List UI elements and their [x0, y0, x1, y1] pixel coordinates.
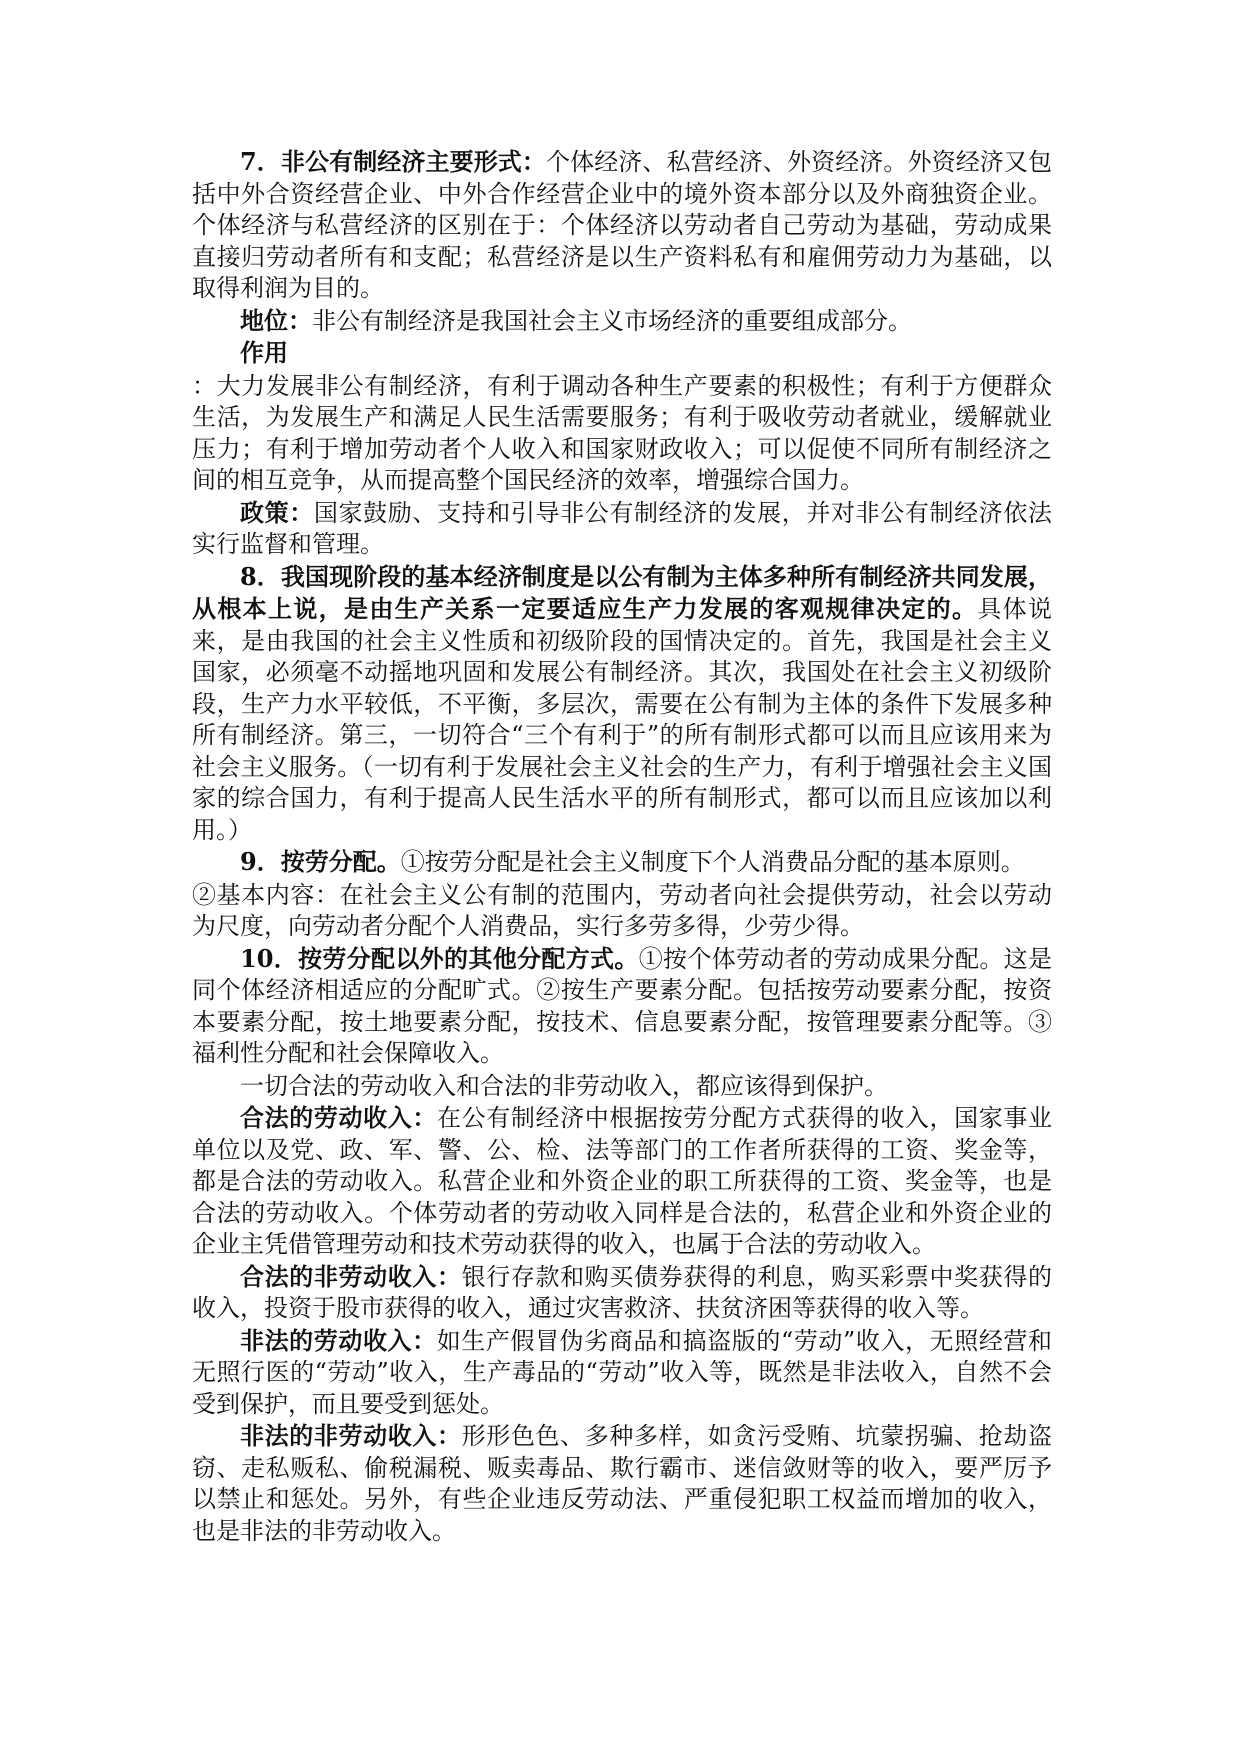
text-legal-non-labor-income: 银行存款和购买债券获得的利息，购买彩票中奖获得的收入，投资于股市获得的收入，通过灾害救济、扶贫济困等获得的收入等。: [192, 1262, 1052, 1322]
paragraph-legal-non-labor-income: [192, 1261, 1052, 1325]
paragraph-policy: [192, 497, 1052, 561]
paragraph-non-public-forms: [192, 146, 1052, 305]
paragraph-role-heading: [192, 337, 1052, 370]
heading-illegal-labor-income: 非法的劳动收入：: [240, 1325, 437, 1355]
text-role: ：大力发展非公有制经济，有利于调动各种生产要素的积极性；有利于方便群众生活，为发展生产和满足人民生活需要服务；有利于吸收劳动者就业，缓解就业压力；有利于增加劳动者个人收入和国家财政收入；可以促使不同所有制经济之间的相互竞争，从而提高整个国民经济的效率，增强综合国力。: [192, 371, 1052, 494]
heading-status: 地位：: [240, 305, 312, 335]
heading-distribution-by-work: 9．按劳分配。: [240, 847, 401, 876]
heading-legal-non-labor-income: 合法的非劳动收入：: [240, 1261, 462, 1291]
paragraph-distribution-by-work: [192, 846, 1052, 879]
text-legal-labor-income: 在公有制经济中根据按劳分配方式获得的收入，国家事业单位以及党、政、军、警、公、检、法等部门的工作者所获得的工资、奖金等，都是合法的劳动收入。私营企业和外资企业的职工所获得的工资、奖金等，也是合法的劳动收入。个体劳动者的劳动收入同样是合法的，私营企业和外资企业的企业主凭借管理劳动和技术劳动获得的收入，也属于合法的劳动收入。: [192, 1104, 1052, 1258]
paragraph-protection: [192, 1070, 1052, 1103]
paragraph-legal-labor-income: [192, 1102, 1052, 1261]
paragraph-other-distribution: [192, 943, 1052, 1070]
text-basic-system: 具体说来，是由我国的社会主义性质和初级阶段的国情决定的。首先，我国是社会主义国家，必须毫不动摇地巩固和发展公有制经济。其次，我国处在社会主义初级阶段，生产力水平较低，不平衡，多层次，需要在公有制为主体的条件下发展多种所有制经济。第三，一切符合“三个有利于”的所有制形式都可以而且应该用来为社会主义服务。（一切有利于发展社会主义社会的生产力，有利于增强社会主义国家的综合国力，有利于提高人民生活水平的所有制形式，都可以而且应该加以利用。）: [192, 595, 1053, 844]
document-page: [192, 146, 1052, 1547]
paragraph-status: [192, 305, 1052, 338]
paragraph-basic-system: [192, 561, 1052, 847]
heading-non-public-forms: 7．非公有制经济主要形式：: [240, 147, 546, 176]
paragraph-distribution-content: [192, 879, 1052, 943]
heading-policy: 政策：: [240, 497, 314, 527]
text-policy: 国家鼓励、支持和引导非公有制经济的发展，并对非公有制经济依法实行监督和管理。: [192, 498, 1052, 558]
heading-role: 作用: [240, 338, 288, 367]
text-illegal-labor-income: 如生产假冒伪劣商品和搞盗版的“劳动”收入，无照经营和无照行医的“劳动”收入，生产毒品的“劳动”收入等，既然是非法收入，自然不会受到保护，而且要受到惩处。: [192, 1326, 1052, 1418]
text-distribution-by-work: ①按劳分配是社会主义制度下个人消费品分配的基本原则。: [400, 848, 1025, 876]
heading-other-distribution: 10．按劳分配以外的其他分配方式。: [240, 943, 639, 973]
text-protection: 一切合法的劳动收入和合法的非劳动收入，都应该得到保护。: [240, 1071, 888, 1100]
heading-basic-system: 8．我国现阶段的基本经济制度是以公有制为主体多种所有制经济共同发展，从根本上说，是由生产关系一定要适应生产力发展的客观规律决定的。: [192, 561, 1052, 623]
paragraph-role: [192, 370, 1052, 497]
text-non-public-forms: 个体经济、私营经济、外资经济。外资经济又包括中外合资经营企业、中外合作经营企业中的境外资本部分以及外商独资企业。个体经济与私营经济的区别在于：个体经济以劳动者自己劳动为基础，劳动成果直接归劳动者所有和支配；私营经济是以生产资料私有和雇佣劳动力为基础，以取得利润为目的。: [192, 148, 1052, 302]
text-other-distribution: ①按个体劳动者的劳动成果分配。这是同个体经济相适应的分配旷式。②按生产要素分配。包括按劳动要素分配，按资本要素分配，按土地要素分配，按技术、信息要素分配，按管理要素分配等。③福利性分配和社会保障收入。: [192, 944, 1052, 1067]
heading-legal-labor-income: 合法的劳动收入：: [240, 1103, 437, 1132]
paragraph-illegal-non-labor-income: [192, 1420, 1052, 1547]
heading-illegal-non-labor-income: 非法的非劳动收入：: [240, 1421, 462, 1450]
text-distribution-content: ②基本内容：在社会主义公有制的范围内，劳动者向社会提供劳动，社会以劳动为尺度，向劳动者分配个人消费品，实行多劳多得，少劳少得。: [192, 880, 1052, 940]
text-status: 非公有制经济是我国社会主义市场经济的重要组成部分。: [312, 306, 912, 335]
paragraph-illegal-labor-income: [192, 1325, 1052, 1421]
text-illegal-non-labor-income: 形形色色、多种多样，如贪污受贿、坑蒙拐骗、抢劫盗窃、走私贩私、偷税漏税、贩卖毒品、欺行霸市、迷信敛财等的收入，要严厉予以禁止和惩处。另外，有些企业违反劳动法、严重侵犯职工权益而增加的收入，也是非法的非劳动收入。: [192, 1422, 1052, 1545]
